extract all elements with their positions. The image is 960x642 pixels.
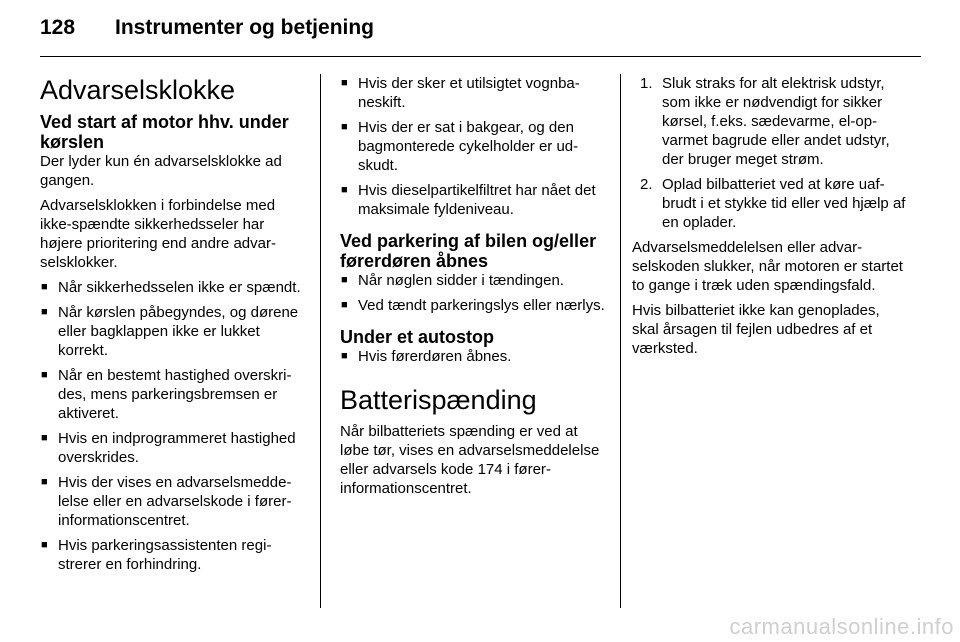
bullet-list bbox=[340, 74, 608, 219]
list-item bbox=[40, 429, 308, 467]
list-item-text: Hvis der sker et utilsigtet vognbaneskift. bbox=[358, 75, 580, 111]
list-item bbox=[632, 175, 908, 232]
list-item bbox=[40, 366, 308, 423]
subheading-autostop: Under et autostop bbox=[340, 327, 495, 347]
bullet-marker: ■ bbox=[341, 77, 348, 89]
bullet-marker: ■ bbox=[341, 350, 348, 362]
column-2 bbox=[340, 74, 608, 504]
subheading-parkering: Ved parkering af bilen og/eller førerdøren åbnes bbox=[340, 231, 597, 271]
bullet-marker: ■ bbox=[41, 539, 48, 551]
list-item-text: Hvis førerdøren åbnes. bbox=[358, 348, 512, 365]
bullet-marker: ■ bbox=[41, 306, 48, 318]
step-number: 2. bbox=[640, 176, 653, 193]
list-item-text: Når sikkerhedsselen ikke er spændt. bbox=[58, 279, 301, 296]
paragraph: Når bilbatteriets spænding er ved at løbe tør, vises en advarselsmeddelelse eller advarsels kode 174 i førerinformationscentret. bbox=[340, 423, 600, 497]
header-rule bbox=[40, 56, 921, 57]
list-item-text: Oplad bilbatteriet ved at køre uafbrudt i et stykke tid eller ved hjælp af en oplader. bbox=[662, 176, 906, 231]
list-item bbox=[340, 347, 608, 366]
list-item-text: Ved tændt parkeringslys eller nærlys. bbox=[358, 297, 605, 314]
list-item-text: Når nøglen sidder i tændingen. bbox=[358, 272, 564, 289]
list-item bbox=[40, 303, 308, 360]
list-item bbox=[40, 278, 308, 297]
bullet-marker: ■ bbox=[41, 432, 48, 444]
bullet-marker: ■ bbox=[341, 299, 348, 311]
list-item bbox=[340, 181, 608, 219]
section-heading-advarselsklokke: Advarselsklokke bbox=[40, 75, 236, 105]
bullet-marker: ■ bbox=[41, 476, 48, 488]
list-item-text: Hvis parkeringsassistenten registrerer en forhindring. bbox=[58, 537, 272, 573]
list-item-text: Sluk straks for alt elektrisk udstyr, som ikke er nødvendigt for sikker kørsel, f.eks. sædevarme, el-opvarmet bagrude eller andet udstyr, der bruger meget strøm. bbox=[662, 75, 890, 168]
paragraph: Advarselsklokken i forbindelse med ikke-spændte sikkerhedsseler har højere prioritering end andre advarselsklokker. bbox=[40, 197, 276, 271]
column-divider bbox=[620, 74, 621, 608]
list-item-text: Hvis der er sat i bakgear, og den bagmonterede cykelholder er udskudt. bbox=[358, 119, 579, 174]
paragraph: Hvis bilbatteriet ikke kan genoplades, skal årsagen til fejlen udbedres af et værksted. bbox=[632, 302, 880, 357]
paragraph: Der lyder kun én advarselsklokke ad gangen. bbox=[40, 153, 282, 189]
column-1 bbox=[40, 74, 308, 580]
list-item-text: Hvis en indprogrammeret hastighed overskrides. bbox=[58, 430, 296, 466]
bullet-list bbox=[340, 347, 608, 366]
bullet-marker: ■ bbox=[341, 274, 348, 286]
page-number: 128 bbox=[40, 16, 76, 39]
list-item bbox=[340, 118, 608, 175]
list-item bbox=[632, 74, 908, 169]
bullet-marker: ■ bbox=[341, 184, 348, 196]
column-3 bbox=[632, 74, 908, 364]
watermark: carmanualsonline.info bbox=[729, 614, 954, 639]
section-heading-batterispaending: Batterispænding bbox=[340, 385, 537, 415]
numbered-list bbox=[632, 74, 908, 232]
bullet-marker: ■ bbox=[341, 121, 348, 133]
list-item-text: Når en bestemt hastighed overskrides, mens parkeringsbremsen er aktiveret. bbox=[58, 367, 292, 422]
list-item bbox=[40, 536, 308, 574]
list-item bbox=[40, 473, 308, 530]
bullet-marker: ■ bbox=[41, 281, 48, 293]
bullet-marker: ■ bbox=[41, 369, 48, 381]
bullet-list bbox=[40, 278, 308, 574]
column-divider bbox=[320, 74, 321, 608]
list-item-text: Når kørslen påbegyndes, og dørene eller bagklappen ikke er lukket korrekt. bbox=[58, 304, 299, 359]
paragraph: Advarselsmeddelelsen eller advarselskoden slukker, når motoren er startet to gange i træk uden spændingsfald. bbox=[632, 239, 903, 294]
list-item bbox=[340, 296, 608, 315]
list-item bbox=[340, 74, 608, 112]
step-number: 1. bbox=[640, 75, 653, 92]
list-item-text: Hvis dieselpartikelfiltret har nået det maksimale fyldeniveau. bbox=[358, 182, 596, 218]
list-item-text: Hvis der vises en advarselsmeddelelse eller en advarselskode i førerinformationscentret. bbox=[58, 474, 292, 529]
list-item bbox=[340, 271, 608, 290]
subheading-start-motor: Ved start af motor hhv. under kørslen bbox=[40, 112, 289, 152]
bullet-list bbox=[340, 271, 608, 315]
chapter-title: Instrumenter og betjening bbox=[115, 16, 375, 39]
